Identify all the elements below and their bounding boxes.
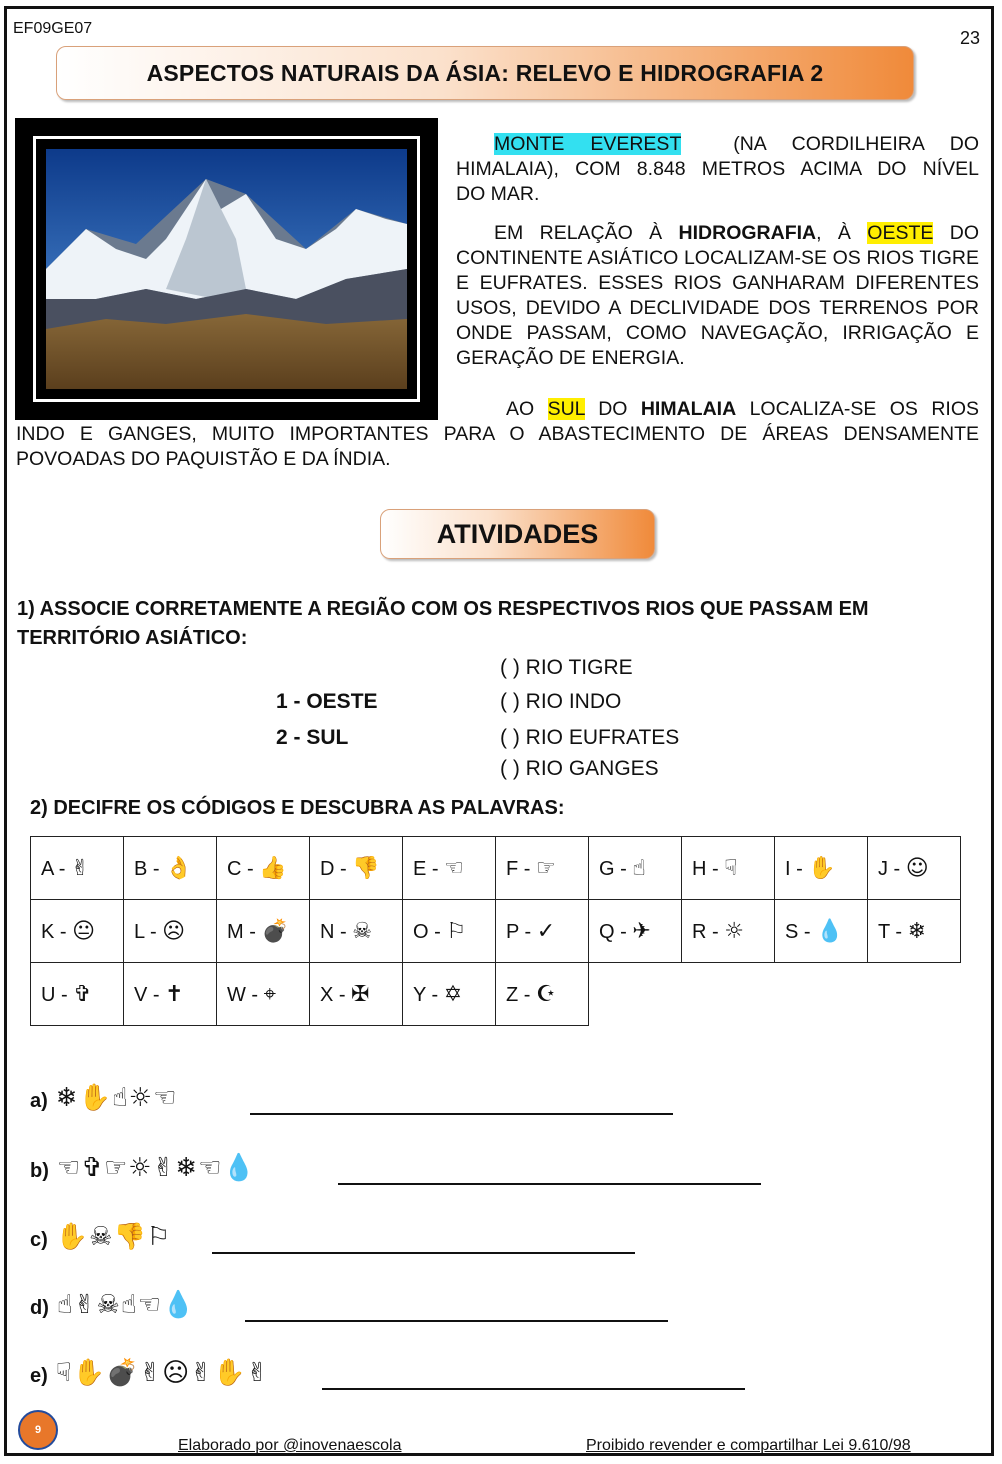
word-label: d) xyxy=(30,1297,49,1319)
coded-symbols: ❄✋☝☼☜ xyxy=(55,1083,178,1113)
code-letter: N - xyxy=(320,920,347,943)
code-cell xyxy=(682,837,775,900)
curriculum-code: EF09GE07 xyxy=(13,20,93,37)
code-cell xyxy=(403,900,496,963)
code-symbol-icon: ✓ xyxy=(536,918,556,944)
word-label: c) xyxy=(30,1229,48,1251)
code-letter: J - xyxy=(878,857,901,880)
code-cell xyxy=(496,963,589,1026)
code-symbol-icon: ☝ xyxy=(632,855,646,881)
river-option[interactable]: ( ) RIO INDO xyxy=(500,690,622,713)
code-symbol-icon: ✠ xyxy=(351,981,370,1007)
code-letter: Y - xyxy=(413,983,439,1006)
code-symbol-icon: 👍 xyxy=(259,855,287,881)
code-letter: U - xyxy=(41,983,68,1006)
code-symbol-icon: 👌 xyxy=(165,855,193,881)
code-cell xyxy=(124,900,217,963)
code-cell xyxy=(868,900,961,963)
code-cell xyxy=(496,900,589,963)
code-letter: R - xyxy=(692,920,719,943)
code-symbol-icon: ✝ xyxy=(165,981,184,1007)
code-symbol-icon: ✡ xyxy=(443,981,463,1007)
code-cell xyxy=(682,900,775,963)
code-cell xyxy=(217,963,310,1026)
answer-line[interactable] xyxy=(338,1183,761,1185)
code-cell xyxy=(124,837,217,900)
code-symbol-icon: ✞ xyxy=(73,981,92,1007)
coded-symbols: ✋☠👎⚐ xyxy=(55,1222,172,1252)
answer-line[interactable] xyxy=(250,1113,673,1115)
activities-title: ATIVIDADES xyxy=(380,509,655,559)
coded-word xyxy=(30,1290,195,1320)
coded-symbols: ☜✞☞☼✌❄☜💧 xyxy=(56,1153,256,1183)
footer-copyright: Proibido revender e compartilhar Lei 9.610/98 xyxy=(586,1437,911,1454)
answer-line[interactable] xyxy=(245,1320,668,1322)
intro-paragraph-3: AO SUL DO HIMALAIA LOCALIZA-SE OS RIOS INDO E GANGES, MUITO IMPORTANTES PARA O ABASTECIMENTO DE ÁREAS DENSAMENTE POVOADAS DO PAQUISTÃO E DA ÍNDIA. xyxy=(16,398,979,470)
coded-symbols: ☝✌☠☝☜💧 xyxy=(56,1290,196,1320)
highlight-monte-everest: MONTE EVEREST xyxy=(494,133,682,155)
code-cell xyxy=(775,837,868,900)
question-2: 2) DECIFRE OS CÓDIGOS E DESCUBRA AS PALAVRAS: xyxy=(30,797,565,819)
code-symbol-icon: ❄ xyxy=(907,918,927,944)
code-symbol-icon: ☪ xyxy=(536,981,556,1007)
code-letter: A - xyxy=(41,857,66,880)
code-cell xyxy=(868,837,961,900)
code-letter: H - xyxy=(692,857,719,880)
code-cell xyxy=(31,963,124,1026)
code-symbol-icon: ☺ xyxy=(905,855,929,881)
code-symbol-icon: ✈ xyxy=(632,918,651,944)
brand-logo: 9 xyxy=(18,1410,58,1450)
coded-word xyxy=(30,1083,177,1113)
code-cell xyxy=(31,900,124,963)
code-cell xyxy=(496,837,589,900)
mount-everest-photo xyxy=(15,118,438,420)
code-cell xyxy=(217,837,310,900)
answer-line[interactable] xyxy=(322,1388,745,1390)
code-letter: P - xyxy=(506,920,532,943)
page-title: ASPECTOS NATURAIS DA ÁSIA: RELEVO E HIDROGRAFIA 2 xyxy=(56,46,914,100)
river-option[interactable]: ( ) RIO TIGRE xyxy=(500,656,633,679)
code-symbol-icon: 😐 xyxy=(72,918,96,944)
region-oeste: 1 - OESTE xyxy=(276,690,378,713)
question-1: 1) ASSOCIE CORRETAMENTE A REGIÃO COM OS RESPECTIVOS RIOS QUE PASSAM EM TERRITÓRIO ASIÁTICO: xyxy=(17,598,869,649)
code-symbol-icon: ⚐ xyxy=(446,918,467,944)
code-letter: X - xyxy=(320,983,346,1006)
code-letter: B - xyxy=(134,857,160,880)
code-letter: C - xyxy=(227,857,254,880)
code-letter: G - xyxy=(599,857,627,880)
code-cell xyxy=(31,837,124,900)
footer-credit: Elaborado por @inovenaescola xyxy=(178,1437,402,1454)
code-cell xyxy=(217,900,310,963)
coded-word xyxy=(30,1153,256,1183)
code-cell xyxy=(310,900,403,963)
word-label: b) xyxy=(30,1160,49,1182)
word-label: a) xyxy=(30,1090,48,1112)
river-option[interactable]: ( ) RIO EUFRATES xyxy=(500,726,680,749)
code-cell xyxy=(403,837,496,900)
code-letter: K - xyxy=(41,920,67,943)
intro-paragraph-1: MONTE EVEREST (NA CORDILHEIRA DO HIMALAIA), COM 8.848 METROS ACIMA DO NÍVEL DO MAR. xyxy=(456,133,979,205)
code-letter: V - xyxy=(134,983,160,1006)
answer-line[interactable] xyxy=(212,1252,635,1254)
code-symbol-icon: ✌ xyxy=(71,855,90,881)
code-letter: Z - xyxy=(506,983,531,1006)
code-cell xyxy=(589,900,682,963)
region-sul: 2 - SUL xyxy=(276,726,349,749)
code-symbol-icon: ☹ xyxy=(162,918,186,944)
code-letter: E - xyxy=(413,857,439,880)
code-symbol-icon: 💣 xyxy=(261,918,289,944)
intro-paragraph-2: EM RELAÇÃO À HIDROGRAFIA, À OESTE DO CONTINENTE ASIÁTICO LOCALIZAM-SE OS RIOS TIGRE E EUFRATES. ESSES RIOS GANHARAM DIFERENTES USOS, DEVIDO A DECLIVIDADE DOS TERRENOS POR ONDE PASSAM, COMO NAVEGAÇÃO, IRRIGAÇÃO E GERAÇÃO DE ENERGIA. xyxy=(456,222,980,369)
code-symbol-icon: ☜ xyxy=(444,855,464,881)
code-cell xyxy=(124,963,217,1026)
code-cell xyxy=(403,963,496,1026)
code-symbol-icon: ☟ xyxy=(724,855,738,881)
code-cell xyxy=(310,963,403,1026)
coded-word xyxy=(30,1358,269,1388)
code-letter: Q - xyxy=(599,920,627,943)
code-symbol-icon: ☠ xyxy=(352,918,372,944)
code-letter: O - xyxy=(413,920,441,943)
code-letter: L - xyxy=(134,920,157,943)
code-table xyxy=(30,836,961,1026)
highlight-oeste: OESTE xyxy=(867,222,934,244)
coded-symbols: ☟✋💣✌☹✌✋✌ xyxy=(55,1358,270,1388)
code-letter: F - xyxy=(506,857,531,880)
code-cell xyxy=(775,900,868,963)
code-letter: D - xyxy=(320,857,347,880)
code-letter: I - xyxy=(785,857,803,880)
coded-word xyxy=(30,1222,171,1252)
code-letter: W - xyxy=(227,983,259,1006)
code-letter: T - xyxy=(878,920,903,943)
code-cell xyxy=(589,837,682,900)
river-option[interactable]: ( ) RIO GANGES xyxy=(500,757,659,780)
code-symbol-icon: ⌖ xyxy=(263,981,277,1007)
code-letter: M - xyxy=(227,920,256,943)
code-symbol-icon: ☞ xyxy=(536,855,556,881)
code-letter: S - xyxy=(785,920,811,943)
word-label: e) xyxy=(30,1365,48,1387)
code-symbol-icon: ✋ xyxy=(808,855,836,881)
code-symbol-icon: 💧 xyxy=(816,918,844,944)
page-number: 23 xyxy=(959,28,980,48)
highlight-sul: SUL xyxy=(547,398,585,420)
code-symbol-icon: ☼ xyxy=(724,918,744,944)
code-cell xyxy=(310,837,403,900)
code-symbol-icon: 👎 xyxy=(352,855,380,881)
